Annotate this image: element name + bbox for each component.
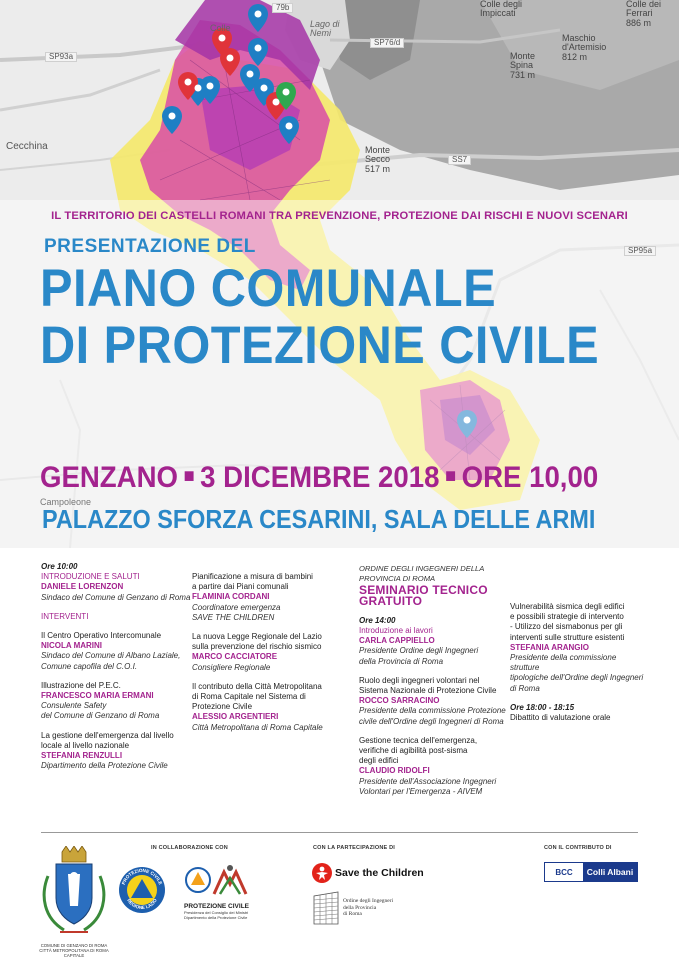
- seminar-organizer: ORDINE DEGLI INGEGNERI DELLA PROVINCIA DI ROMA: [359, 564, 485, 584]
- event-time: ORE 10,00: [461, 461, 599, 494]
- footer-divider: [41, 832, 638, 833]
- speaker-role: SAVE THE CHILDREN: [192, 612, 275, 622]
- speaker-role: Presidente della commissione strutture: [510, 653, 617, 673]
- speaker-role: Dipartimento della Protezione Civile: [41, 761, 168, 771]
- map-label-lago: Lago di Nemi: [310, 19, 340, 39]
- talk-block: [192, 632, 342, 673]
- speaker-role: della Provincia di Roma: [359, 656, 444, 666]
- speaker-role: Presidente della commissione Protezione: [359, 706, 506, 716]
- speaker-name: ALESSIO ARGENTIERI: [192, 712, 279, 722]
- speaker-role: Presidente Ordine degli Ingegneri: [359, 646, 479, 656]
- bcc-text: BCC: [555, 867, 573, 877]
- speaker-role: Città Metropolitana di Roma Capitale: [192, 722, 323, 732]
- talk-title: La gestione dell'emergenza dal livello: [41, 730, 174, 740]
- speaker-name: NICOLA MARINI: [41, 641, 103, 651]
- event-tagline: IL TERRITORIO DEI CASTELLI ROMANI TRA PREVENZIONE, PROTEZIONE DAI RISCHI E NUOVI SCENARI: [51, 210, 628, 222]
- talk-title: Il Centro Operativo Intercomunale: [41, 631, 162, 641]
- seminar-title: SEMINARIO TECNICO GRATUITO: [359, 583, 488, 608]
- talk-title: Protezione Civile: [192, 702, 253, 712]
- speaker-role: Consigliere Regionale: [192, 662, 271, 672]
- map-label-monte-spina: Monte Spina 731 m: [510, 51, 536, 80]
- talk-title: degli edifici: [359, 756, 399, 766]
- talk-title: di Roma Capitale nel Sistema di: [192, 692, 306, 702]
- map-label-sp76d: SP76/d: [370, 38, 404, 48]
- talk-title: sulla prevenzione del rischio sismico: [192, 642, 322, 652]
- ordine-line1: Ordine degli Ingegneri: [343, 898, 394, 904]
- talk-block: [41, 631, 191, 672]
- talk-block: [192, 572, 342, 623]
- pc-regione-top-text: PROTEZIONE CIVILE: [120, 867, 164, 886]
- map-label-campoleone: Campoleone: [40, 497, 92, 507]
- talk-block: [41, 731, 191, 772]
- speaker-role: Sindaco del Comune di Albano Laziale,: [41, 651, 181, 661]
- talk-block: [510, 602, 645, 694]
- main-title-line1: PIANO COMUNALE: [40, 259, 497, 318]
- bcc-mark: [545, 863, 583, 881]
- talk-title: - Utilizzo del sismabonus per gli: [510, 622, 623, 632]
- pc-regione-lazio-logo: [118, 866, 166, 914]
- program-column-1: [41, 562, 191, 780]
- protezione-civile-icon: [184, 864, 254, 898]
- talk-block: [359, 736, 509, 797]
- speaker-name: DANIELE LORENZON: [41, 582, 124, 592]
- speaker-role: Comune capofila del C.O.I.: [41, 661, 138, 671]
- comune-subtitle: CITTÀ METROPOLITANA DI ROMA CAPITALE: [39, 948, 109, 958]
- ordine-line2: della Provincia: [343, 904, 377, 911]
- talk-title: a partire dai Piani comunali: [192, 582, 289, 592]
- ordine-line3: di Roma: [343, 911, 362, 917]
- speaker-role: di Roma: [510, 683, 540, 693]
- talk-title: e possibili strategie di intervento: [510, 612, 624, 622]
- map-label-sp93a: SP93a: [45, 52, 77, 62]
- speaker-role: Coordinatore emergenza: [192, 602, 281, 612]
- speaker-name: STEFANIA RENZULLI: [41, 751, 123, 761]
- partecipation-caption: CON LA PARTECIPAZIONE DI: [313, 845, 396, 851]
- speaker-name: STEFANIA ARANGIO: [510, 642, 589, 652]
- crest-icon: [34, 846, 114, 938]
- interventi-heading-block: [41, 612, 191, 622]
- time-label: Ore 18:00 - 18:15: [510, 702, 575, 712]
- pc-sub2: Dipartimento della Protezione Civile: [184, 915, 248, 920]
- talk-title: Sistema Nazionale di Protezione Civile: [359, 686, 497, 696]
- pc-regione-lazio-icon: [118, 866, 166, 914]
- talk-title: interventi sulle strutture esistenti: [510, 632, 625, 642]
- event-venue: PALAZZO SFORZA CESARINI, SALA DELLE ARMI: [42, 504, 596, 534]
- intro-block: [359, 616, 509, 667]
- talk-title: locale al livello nazionale: [41, 740, 130, 750]
- separator-square-icon: ■: [444, 465, 457, 487]
- map-label-colle-ferrari: Colle dei Ferrari 886 m: [626, 0, 662, 28]
- map-label-79b: 79b: [272, 3, 293, 13]
- section-title: INTRODUZIONE E SALUTI: [41, 572, 140, 582]
- talk-title: Vulnerabilità sismica degli edifici: [510, 602, 625, 611]
- comune-name: COMUNE DI GENZANO DI ROMA: [40, 943, 108, 948]
- speaker-role: civile dell'Ordine degli Ingegneri di Roma: [359, 716, 504, 726]
- talk-block: [41, 681, 191, 722]
- speaker-name: CARLA CAPPIELLO: [359, 636, 435, 646]
- event-date: [40, 461, 598, 495]
- map-label-monte-secco: Monte Secco 517 m: [365, 145, 391, 174]
- map-label-sp95a: SP95a: [624, 246, 656, 256]
- speaker-role: Sindaco del Comune di Genzano di Roma: [41, 592, 191, 602]
- program-column-4: [510, 602, 645, 732]
- presentazione-heading: PRESENTAZIONE DEL: [44, 236, 256, 257]
- section-title: INTERVENTI: [41, 611, 89, 621]
- pc-regione-bottom-text: REGIONE LAZIO: [126, 897, 158, 911]
- talk-title: Illustrazione del P.E.C.: [41, 680, 121, 690]
- save-the-children-text: Save the Children: [335, 867, 424, 879]
- ordine-building-icon: [312, 890, 340, 926]
- speaker-role: Presidente dell'Associazione Ingegneri: [359, 776, 497, 786]
- program-column-3: [359, 564, 509, 806]
- opening-block: [41, 562, 191, 603]
- contribution-caption: CON IL CONTRIBUTO DI: [544, 845, 612, 851]
- event-city: GENZANO: [40, 461, 178, 494]
- comune-genzano-logo: [34, 846, 114, 958]
- bcc-colli-albani-logo: [544, 862, 638, 882]
- program: [0, 548, 679, 833]
- speaker-role: Consulente Safety: [41, 701, 107, 711]
- talk-block: [359, 676, 509, 727]
- program-column-2: [192, 572, 342, 742]
- protezione-civile-logo: [184, 864, 254, 924]
- map-label-colle: Colle: [210, 23, 231, 33]
- event-day: 3 DICEMBRE 2018: [200, 461, 440, 494]
- ordine-ingegneri-logo: [312, 890, 412, 930]
- speaker-name: ROCCO SARRACINO: [359, 696, 440, 706]
- talk-title: Gestione tecnica dell'emergenza,: [359, 735, 478, 745]
- collab-caption: IN COLLABORAZIONE CON: [151, 845, 228, 851]
- speaker-role: del Comune di Genzano di Roma: [41, 711, 160, 721]
- speaker-role: Volontari per l'Emergenza - AIVEM: [359, 786, 483, 796]
- talk-title: Pianificazione a misura di bambini: [192, 572, 313, 581]
- debate-block: [510, 703, 645, 723]
- speaker-name: CLAUDIO RIDOLFI: [359, 766, 430, 776]
- map-label-cecchina: Cecchina: [6, 141, 48, 152]
- save-the-children-logo: [312, 862, 432, 884]
- map-label-maschio: Maschio d'Artemisio 812 m: [562, 33, 607, 62]
- talk-title: Dibattito di valutazione orale: [510, 713, 611, 723]
- map-label-colle-impiccati: Colle degli Impiccati: [480, 0, 523, 19]
- talk-block: [192, 682, 342, 733]
- time-label: Ore 10:00: [41, 562, 78, 571]
- speaker-name: FLAMINIA CORDANI: [192, 592, 270, 602]
- talk-title: Il contributo della Città Metropolitana: [192, 681, 322, 691]
- main-title-line2: DI PROTEZIONE CIVILE: [40, 316, 600, 375]
- talk-title: La nuova Legge Regionale del Lazio: [192, 632, 322, 642]
- talk-title: Introduzione ai lavori: [359, 626, 433, 636]
- bcc-name: Colli Albani: [583, 863, 637, 881]
- time-label: Ore 14:00: [359, 615, 396, 625]
- talk-title: Ruolo degli ingegneri volontari nel: [359, 675, 480, 685]
- talk-title: verifiche di agibilità post-sisma: [359, 746, 468, 756]
- map-label-ss7: SS7: [448, 155, 471, 165]
- pc-name: PROTEZIONE CIVILE: [184, 903, 250, 910]
- speaker-name: FRANCESCO MARIA ERMANI: [41, 691, 154, 701]
- speaker-name: MARCO CACCIATORE: [192, 652, 278, 662]
- pc-sub1: Presidenza del Consiglio dei Ministri: [184, 910, 249, 915]
- separator-square-icon: ■: [183, 465, 195, 487]
- speaker-role: tipologiche dell'Ordine degli Ingegneri: [510, 673, 644, 683]
- save-the-children-icon: [312, 863, 332, 883]
